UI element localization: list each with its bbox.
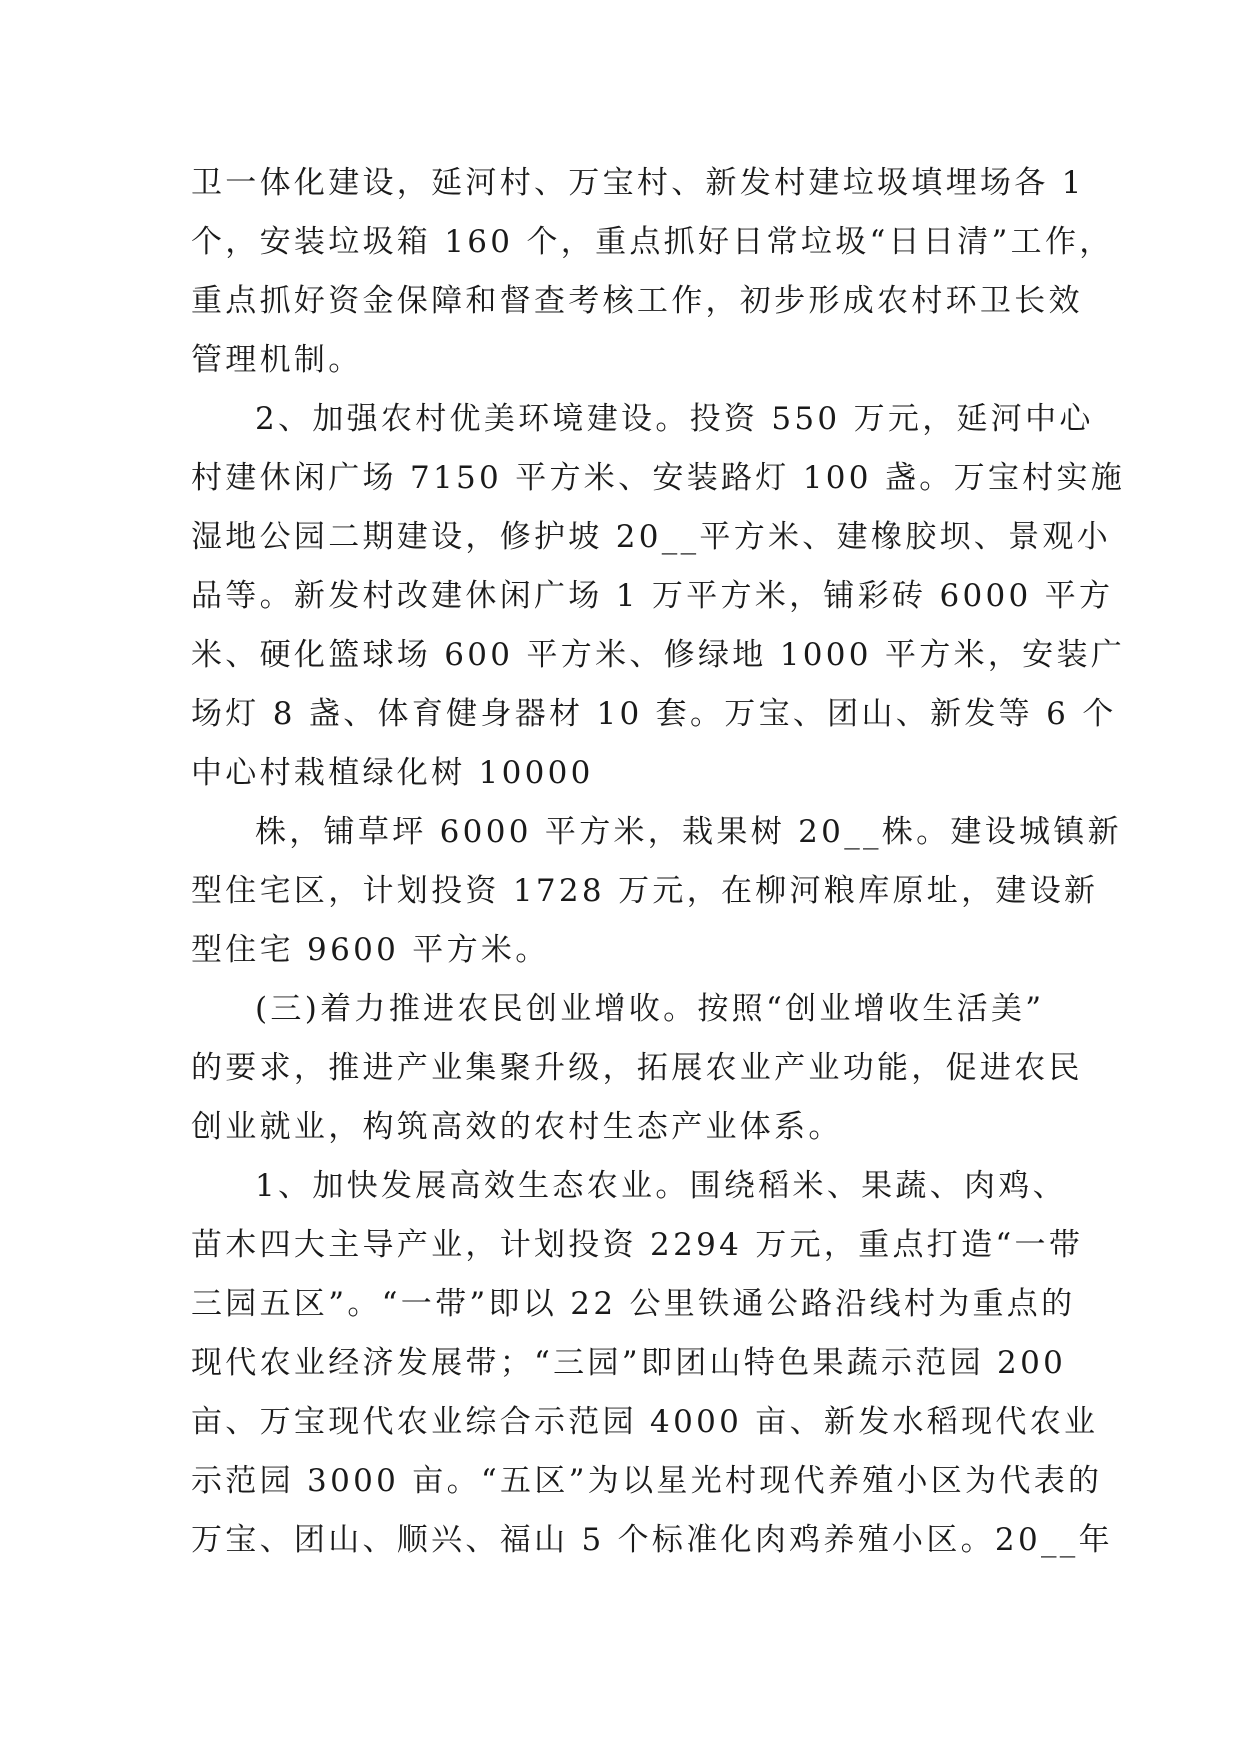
text-line: 卫一体化建设，延河村、万宝村、新发村建垃圾填埋场各 1 — [191, 165, 1085, 201]
text-line: 株，铺草坪 6000 平方米，栽果树 20__株。建设城镇新 — [255, 814, 1122, 850]
text-line: 1、加快发展高效生态农业。围绕稻米、果蔬、肉鸡、 — [255, 1168, 1067, 1204]
text-line: 场灯 8 盏、体育健身器材 10 套。万宝、团山、新发等 6 个 — [191, 696, 1117, 732]
text-line: 米、硬化篮球场 600 平方米、修绿地 1000 平方米，安装广 — [191, 637, 1126, 673]
text-line: 万宝、团山、顺兴、福山 5 个标准化肉鸡养殖小区。20__年 — [191, 1522, 1113, 1558]
text-line: 示范园 3000 亩。“五区”为以星光村现代养殖小区为代表的 — [191, 1463, 1103, 1499]
text-line: 苗木四大主导产业，计划投资 2294 万元，重点打造“一带 — [191, 1227, 1084, 1263]
text-line: 现代农业经济发展带；“三园”即团山特色果蔬示范园 200 — [191, 1345, 1067, 1381]
text-line: 2、加强农村优美环境建设。投资 550 万元，延河中心 — [255, 401, 1094, 437]
text-line: 三园五区”。“一带”即以 22 公里铁通公路沿线村为重点的 — [191, 1286, 1076, 1322]
text-line: 管理机制。 — [191, 342, 363, 378]
document-body — [191, 154, 1126, 1570]
text-line: 中心村栽植绿化树 10000 — [191, 755, 594, 791]
text-line: 亩、万宝现代农业综合示范园 4000 亩、新发水稻现代农业 — [191, 1404, 1099, 1440]
text-line: 的要求，推进产业集聚升级，拓展农业产业功能，促进农民 — [191, 1050, 1083, 1086]
text-line: 村建休闲广场 7150 平方米、安装路灯 100 盏。万宝村实施 — [191, 460, 1126, 496]
text-line: 湿地公园二期建设，修护坡 20__平方米、建橡胶坝、景观小 — [191, 519, 1111, 555]
text-line: 个，安装垃圾箱 160 个，重点抓好日常垃圾“日日清”工作， — [191, 224, 1114, 260]
text-line: 重点抓好资金保障和督查考核工作，初步形成农村环卫长效 — [191, 283, 1083, 319]
text-line: (三)着力推进农民创业增收。按照“创业增收生活美” — [255, 991, 1045, 1027]
text-line: 型住宅 9600 平方米。 — [191, 932, 550, 968]
text-line: 品等。新发村改建休闲广场 1 万平方米，铺彩砖 6000 平方 — [191, 578, 1114, 614]
text-line: 创业就业，构筑高效的农村生态产业体系。 — [191, 1109, 843, 1145]
text-line: 型住宅区，计划投资 1728 万元，在柳河粮库原址，建设新 — [191, 873, 1099, 909]
